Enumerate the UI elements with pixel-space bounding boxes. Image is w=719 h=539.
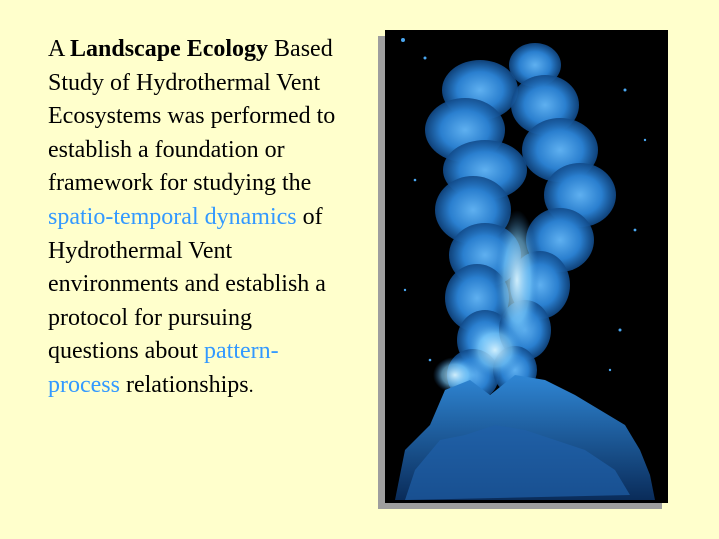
body-text-1: Based Study of Hydrothermal Vent Ecosystems was performed to establish a foundation or framework for studying the bbox=[48, 36, 336, 197]
vent-plume-illustration bbox=[385, 30, 668, 503]
chimney-mound bbox=[395, 375, 655, 500]
spatio-temporal-dynamics-highlight: spatio-temporal dynamics bbox=[48, 203, 297, 230]
hydrothermal-vent-photo bbox=[385, 30, 668, 503]
intro-text: A bbox=[48, 36, 71, 62]
slide-paragraph bbox=[48, 33, 348, 404]
body-text-2: of Hydrothermal Vent environments and establish a protocol for pursuing questions about bbox=[48, 203, 326, 365]
ending-period: . bbox=[248, 374, 254, 397]
landscape-ecology-term: Landscape Ecology bbox=[70, 36, 269, 62]
pattern-process-highlight: pattern-process bbox=[48, 338, 279, 398]
body-text-3: relationships bbox=[119, 371, 249, 398]
